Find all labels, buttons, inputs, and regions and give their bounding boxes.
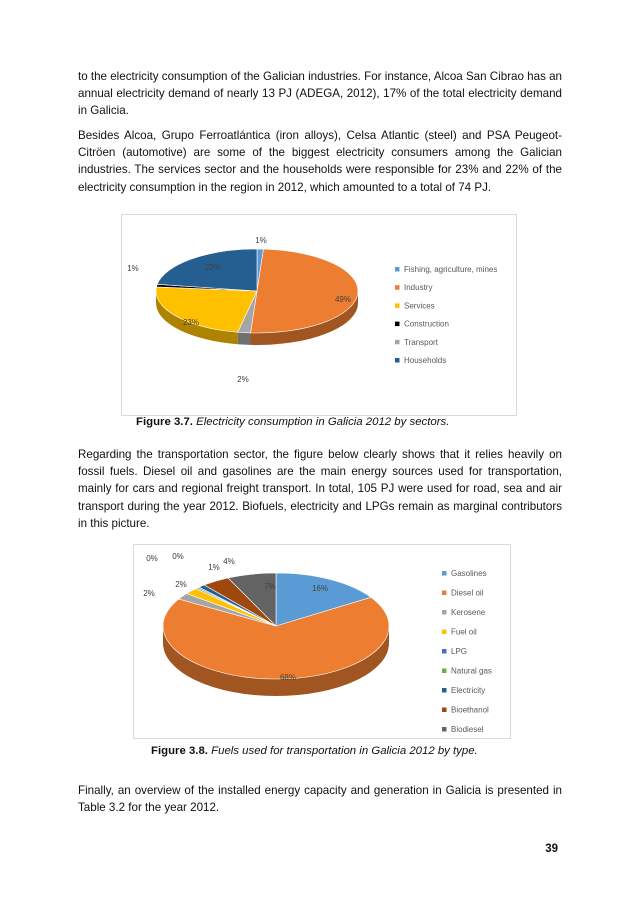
data-label: 49% xyxy=(334,295,352,304)
paragraph-1: to the electricity consumption of the Galician industries. For instance, Alcoa San Cibrao has an annual electricity demand of nearly 13 PJ (ADEGA, 2012), 17% of the total electricity demand in Galicia. xyxy=(78,70,562,118)
legend-label: Fishing, agriculture, mines xyxy=(404,265,498,274)
legend-swatch xyxy=(442,669,447,674)
data-label: 4% xyxy=(223,557,235,566)
legend-swatch xyxy=(442,591,447,596)
legend-label: Natural gas xyxy=(451,666,492,676)
legend-swatch xyxy=(442,708,447,713)
pie-side-1-4 xyxy=(238,332,251,345)
data-label: 1% xyxy=(208,563,220,572)
data-label: 0% xyxy=(146,554,158,563)
paragraph-3: Regarding the transportation sector, the figure below clearly shows that it relies heavily on fossil fuels. Diesel oil and gasolines are the main energy sources used for transportation, mainly for cars and regional freight transport. In total, 105 PJ were used for road, sea and air transport during the year 2012. Biofuels, electricity and LPGs remain as marginal contributors in this picture. xyxy=(78,448,562,530)
legend-label: Biodiesel xyxy=(451,725,484,734)
figure-caption-3-8 xyxy=(0,745,638,757)
legend-swatch xyxy=(395,358,400,363)
legend-swatch xyxy=(395,303,400,308)
figure-caption-3-7 xyxy=(0,416,638,428)
legend-label: Fuel oil xyxy=(451,627,477,637)
legend-label: LPG xyxy=(451,647,468,656)
legend-swatch xyxy=(442,630,447,635)
legend-label: Households xyxy=(404,356,447,365)
caption-label: Figure 3.8. xyxy=(151,745,208,757)
legend-swatch xyxy=(442,688,447,693)
legend-label: Electricity xyxy=(451,686,486,695)
chart-transport-fuels xyxy=(133,544,511,739)
page-number: 39 xyxy=(545,843,558,855)
legend-swatch xyxy=(442,649,447,654)
data-label: 2% xyxy=(237,375,249,384)
legend-swatch xyxy=(442,571,447,576)
data-label: 2% xyxy=(175,580,187,589)
data-label: 1% xyxy=(127,264,139,273)
legend-swatch xyxy=(442,610,447,615)
legend-label: Kerosene xyxy=(451,608,486,617)
data-label: 0% xyxy=(172,552,184,561)
pie-chart-transport xyxy=(134,545,510,738)
legend-label: Services xyxy=(404,301,435,311)
data-label: 2% xyxy=(143,589,155,598)
legend-label: Construction xyxy=(404,319,449,329)
legend-swatch xyxy=(395,340,400,345)
data-label: 23% xyxy=(182,318,200,327)
paragraph-4: Finally, an overview of the installed energy capacity and generation in Galicia is presented in Table 3.2 for the year 2012. xyxy=(78,784,562,815)
pie-chart-electricity xyxy=(122,215,516,415)
legend-swatch xyxy=(395,322,400,327)
data-label: 68% xyxy=(279,673,297,682)
data-label: 16% xyxy=(311,584,329,593)
caption-text: Electricity consumption in Galicia 2012 by sectors. xyxy=(192,416,450,428)
data-label: 1% xyxy=(255,236,267,245)
legend-label: Transport xyxy=(404,337,438,347)
legend-label: Diesel oil xyxy=(451,588,484,598)
paragraph-2: Besides Alcoa, Grupo Ferroatlántica (iron alloys), Celsa Atlantic (steel) and PSA Peugeot-Citröen (automotive) are some of the biggest electricity consumers among the Galician industries. The services sector and the households were responsible for 23% and 22% of the electricity consumption in the region in 2012, which amounted to a total of 74 PJ. xyxy=(78,129,562,194)
data-label: 7% xyxy=(264,582,276,591)
legend-swatch xyxy=(442,727,447,732)
legend-swatch xyxy=(395,267,400,272)
data-label: 22% xyxy=(204,263,222,272)
legend-label: Industry xyxy=(404,283,433,293)
chart-electricity-by-sector xyxy=(121,214,517,416)
legend-label: Gasolines xyxy=(451,569,487,578)
legend-label: Bioethanol xyxy=(451,705,489,715)
caption-label: Figure 3.7. xyxy=(136,416,193,428)
caption-text: Fuels used for transportation in Galicia 2012 by type. xyxy=(207,745,478,757)
legend-swatch xyxy=(395,285,400,290)
